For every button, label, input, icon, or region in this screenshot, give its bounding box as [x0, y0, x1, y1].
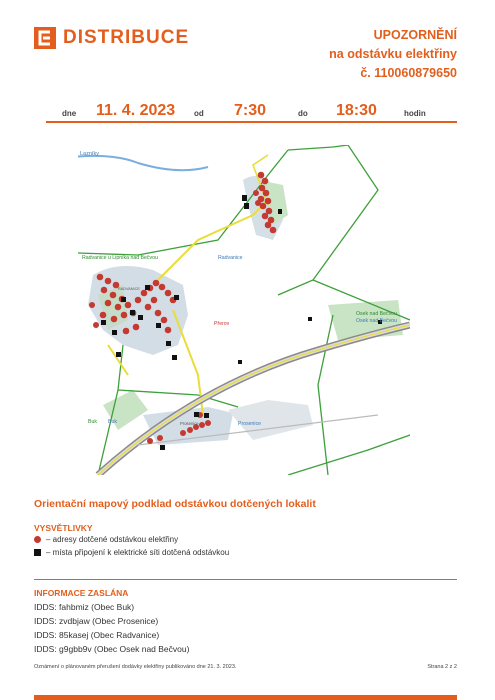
legend-red-text: – adresy dotčené odstávkou elektřiny — [46, 535, 179, 544]
schedule-line — [46, 98, 457, 120]
info-line-buk: IDDS: fahbmiz (Obec Buk) — [34, 602, 135, 612]
info-line-radvanice: IDDS: 85kasej (Obec Radvanice) — [34, 630, 160, 640]
label-lazniky: Lazníky — [80, 151, 99, 157]
from-word: od — [194, 109, 204, 118]
notice-header — [329, 26, 457, 83]
label-osek-2: Osek nad Bečvou — [356, 318, 397, 324]
legend-red-row — [34, 535, 178, 544]
distribuce-logo — [34, 27, 189, 49]
red-dot-icon — [34, 536, 41, 543]
page-number: Strana 2 z 2 — [427, 664, 457, 670]
label-prerov: Přerov — [214, 321, 230, 327]
header-divider — [46, 121, 457, 123]
label-prosenice-small: Prosenice — [180, 421, 199, 426]
outage-date: 11. 4. 2023 — [96, 102, 176, 119]
footer-bar — [34, 695, 457, 700]
hours-word: hodin — [404, 109, 426, 118]
start-time: 7:30 — [234, 102, 267, 119]
end-time: 18:30 — [336, 102, 377, 119]
outage-map — [78, 145, 410, 475]
to-word: do — [298, 109, 308, 118]
map-caption: Orientační mapový podklad odstávkou dotčených lokalit — [34, 498, 316, 510]
notice-number: č. 110060879650 — [360, 66, 457, 80]
info-line-prosenice: IDDS: zvdbjaw (Obec Prosenice) — [34, 616, 159, 626]
legend-title: VYSVĚTLIVKY — [34, 523, 93, 533]
section-divider — [34, 579, 457, 580]
day-word: dne — [62, 109, 77, 118]
logo-text: DISTRIBUCE — [63, 27, 190, 48]
label-buk-2: Buk — [108, 419, 117, 425]
cez-logo-icon — [34, 27, 56, 49]
legend-black-row — [34, 548, 229, 557]
label-radvanice-lipnik: Radvanice u Lipníka nad Bečvou — [82, 255, 158, 261]
label-osek-1: Osek nad Bečvou — [356, 311, 397, 317]
legend-black-text: – místa připojení k elektrické síti dotčená odstávkou — [46, 548, 230, 557]
publication-note: Oznámení o plánovaném přerušení dodávky elektřiny publikováno dne 21. 3. 2023. — [34, 664, 237, 670]
label-buk-1: Buk — [88, 419, 97, 425]
notice-subtitle: na odstávku elektřiny — [329, 47, 457, 61]
info-title: INFORMACE ZASLÁNA — [34, 588, 129, 598]
notice-title: UPOZORNĚNÍ — [373, 28, 457, 42]
label-prosenice: Prosenice — [238, 421, 262, 427]
label-radvanice-small: RADVANICE — [118, 287, 140, 291]
info-line-osek: IDDS: g9gbb9v (Obec Osek nad Bečvou) — [34, 644, 190, 654]
label-radvanice: Radvanice — [218, 255, 243, 261]
black-square-icon — [34, 549, 41, 556]
